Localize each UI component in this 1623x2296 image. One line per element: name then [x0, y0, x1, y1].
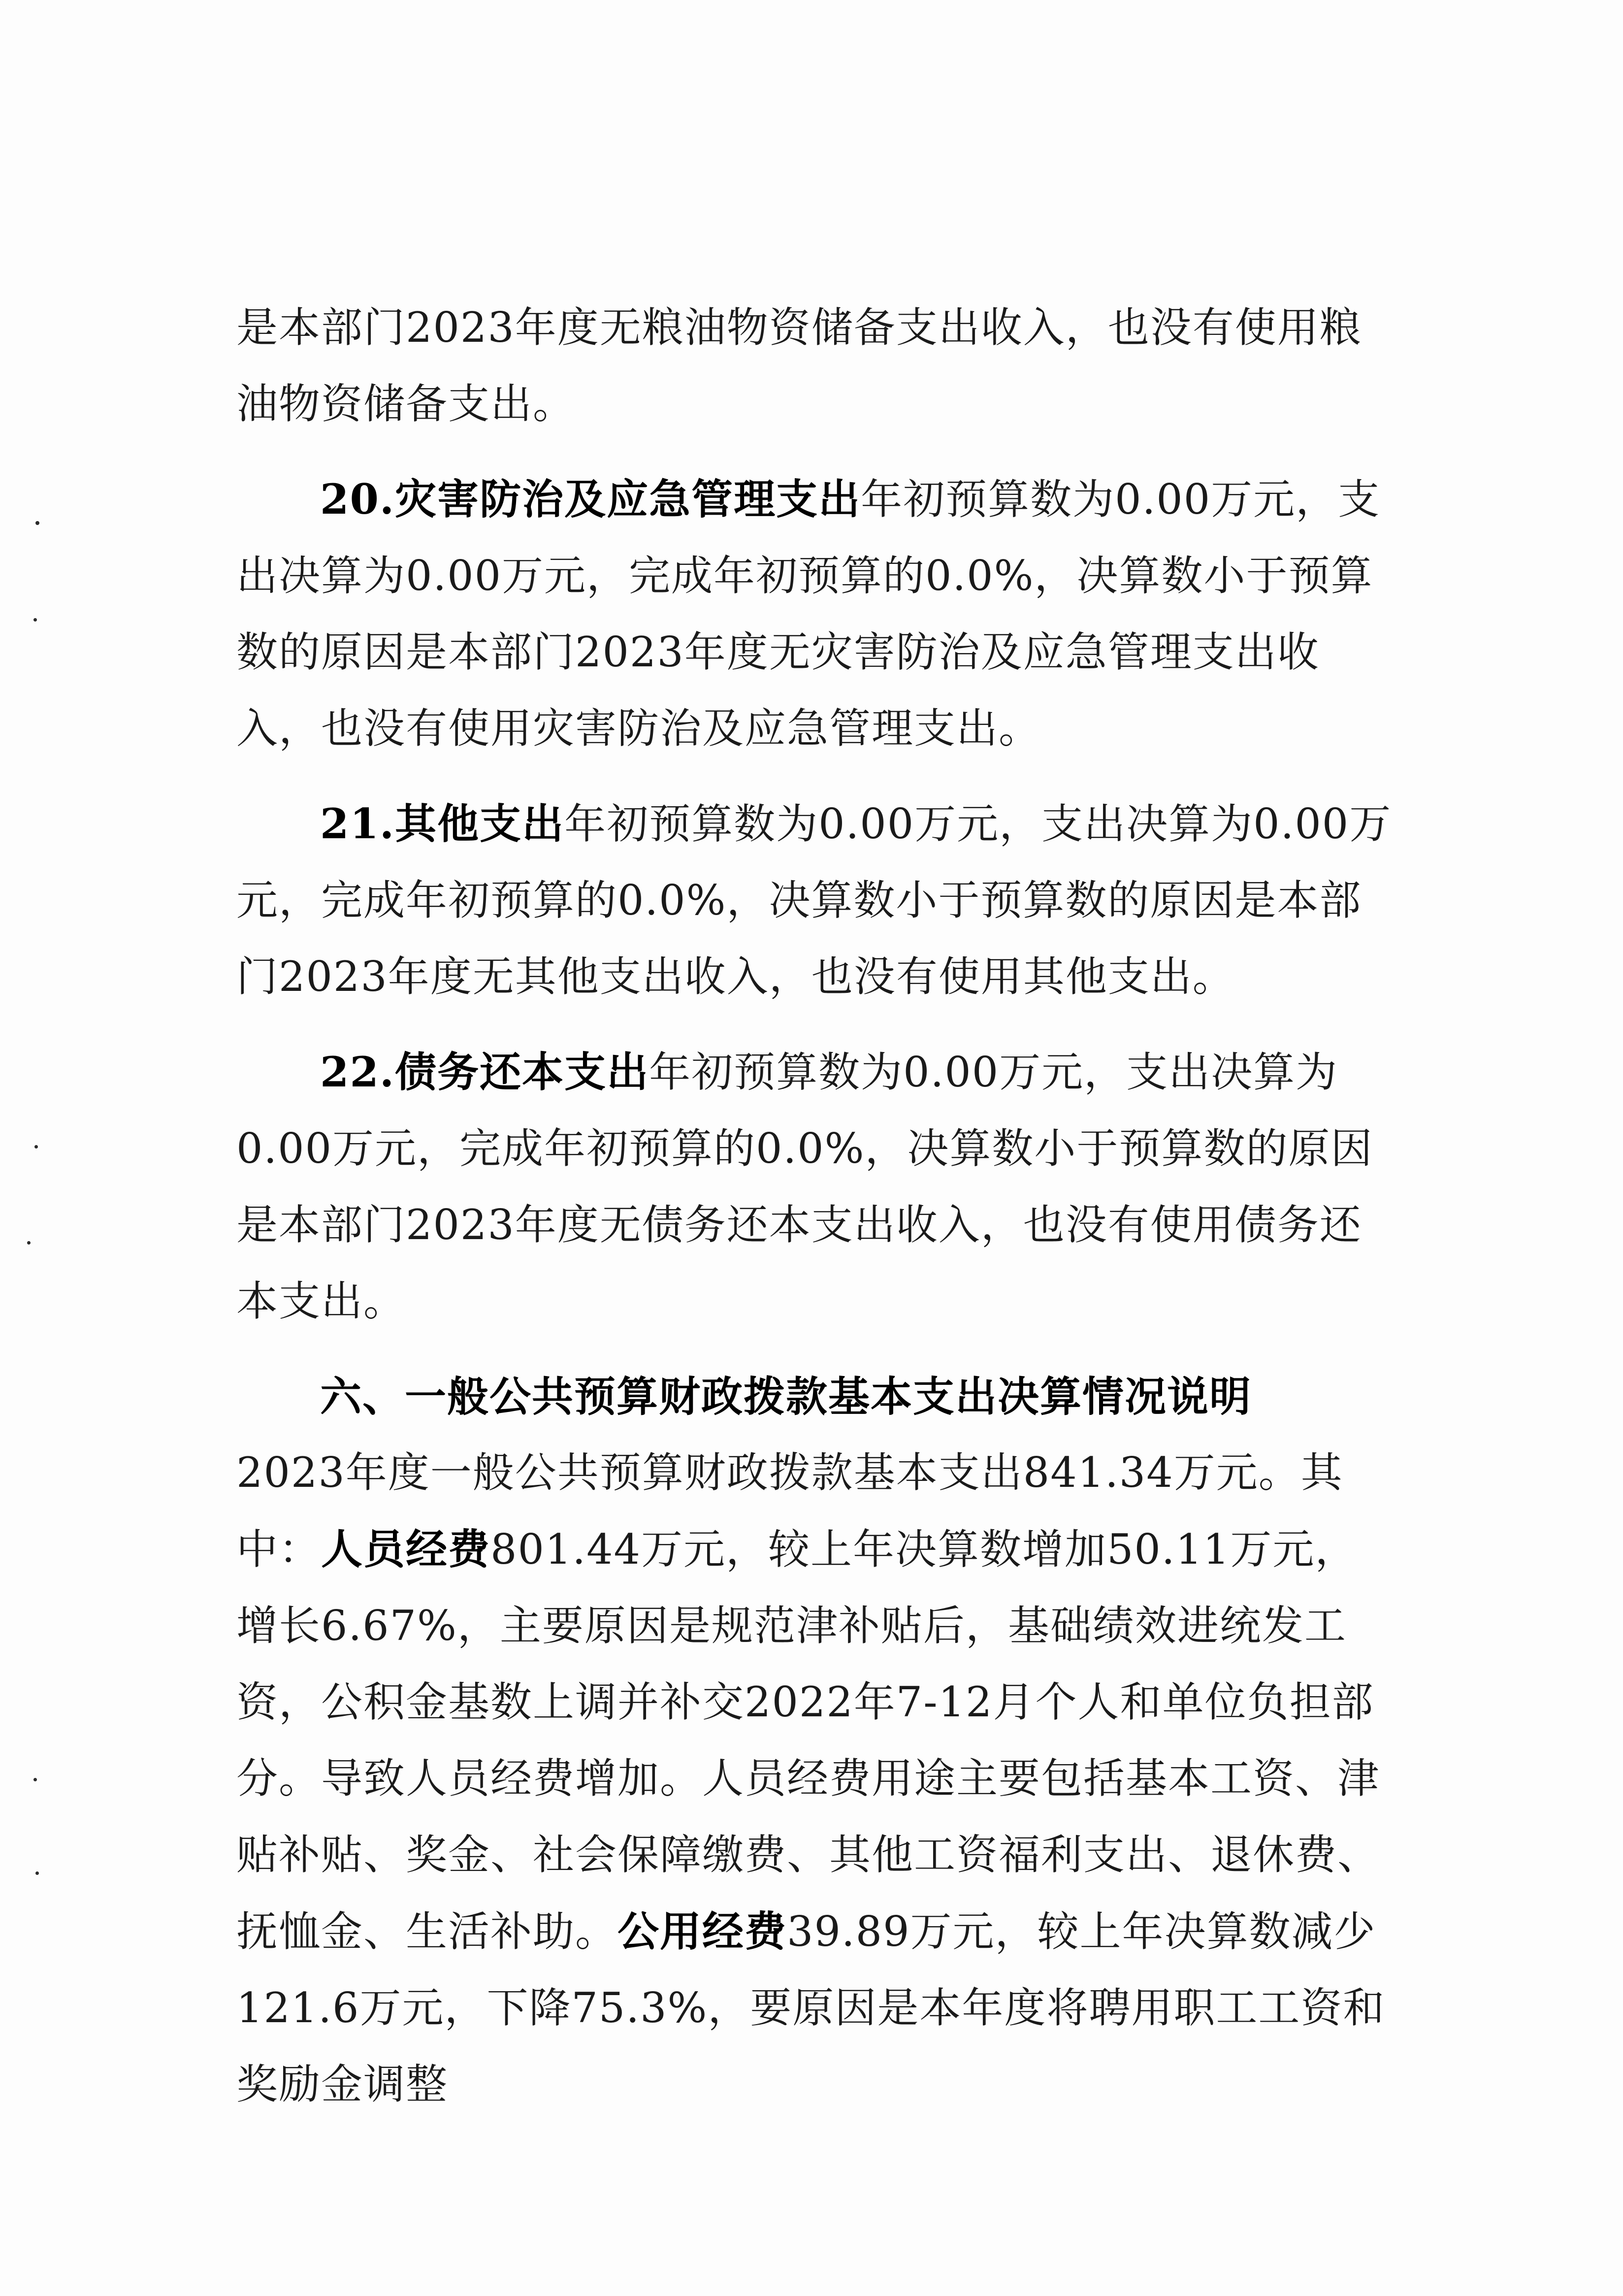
item-22-heading: 22.债务还本支出	[320, 1048, 649, 1096]
continuation-text: 是本部门2023年度无粮油物资储备支出收入，也没有使用粮油物资储备支出。	[236, 303, 1362, 428]
item-22-paragraph	[236, 1034, 1398, 1340]
continuation-paragraph	[236, 290, 1398, 442]
item-20-paragraph	[236, 461, 1398, 767]
scan-mark	[33, 1778, 37, 1781]
section-heading: 六、一般公共预算财政拨款基本支出决算情况说明	[320, 1372, 1252, 1421]
item-21-paragraph	[236, 786, 1398, 1015]
scan-mark	[35, 521, 39, 525]
scan-mark	[35, 1871, 39, 1875]
public-label: 公用经费	[617, 1907, 787, 1956]
item-20-text: 年初预算数为0.00万元，支出决算为0.00万元，完成年初预算的0.0%，决算数小于预算数的原因是本部门2023年度无灾害防治及应急管理支出收入，也没有使用灾害防治及应急管理支出。	[236, 475, 1381, 753]
public-text: 39.89万元，较上年决算数减少121.6万元，下降75.3%，要原因是本年度将聘用职工工资和奖励金调整	[236, 1907, 1386, 2108]
personnel-label: 人员经费	[321, 1525, 491, 1574]
scan-mark	[33, 618, 37, 622]
item-21-heading: 21.其他支出	[320, 799, 565, 848]
item-20-heading: 20.灾害防治及应急管理支出	[320, 475, 861, 524]
section-body-paragraph	[236, 1435, 1398, 2123]
item-22-text: 年初预算数为0.00万元，支出决算为0.00万元，完成年初预算的0.0%，决算数小于预算数的原因是本部门2023年度无债务还本支出收入，也没有使用债务还本支出。	[236, 1048, 1373, 1325]
scan-mark	[34, 1145, 38, 1148]
scan-mark	[27, 1241, 31, 1245]
section-intro-text: 2023年度一般公共预算财政拨款基本支出841.34万元。其中：	[236, 1448, 1343, 1574]
body-text	[236, 290, 1398, 2123]
personnel-text: 801.44万元，较上年决算数增加50.11万元，增长6.67%，主要原因是规范津补贴后，基础绩效进统发工资，公积金基数上调并补交2022年7-12月个人和单位负担部分。导致人员经费增加。人员经费用途主要包括基本工资、津贴补贴、奖金、社会保障缴费、其他工资福利支出、退休费、抚恤金、生活补助。	[236, 1525, 1380, 1956]
item-21-text: 年初预算数为0.00万元，支出决算为0.00万元，完成年初预算的0.0%，决算数小于预算数的原因是本部门2023年度无其他支出收入，也没有使用其他支出。	[236, 800, 1392, 1001]
